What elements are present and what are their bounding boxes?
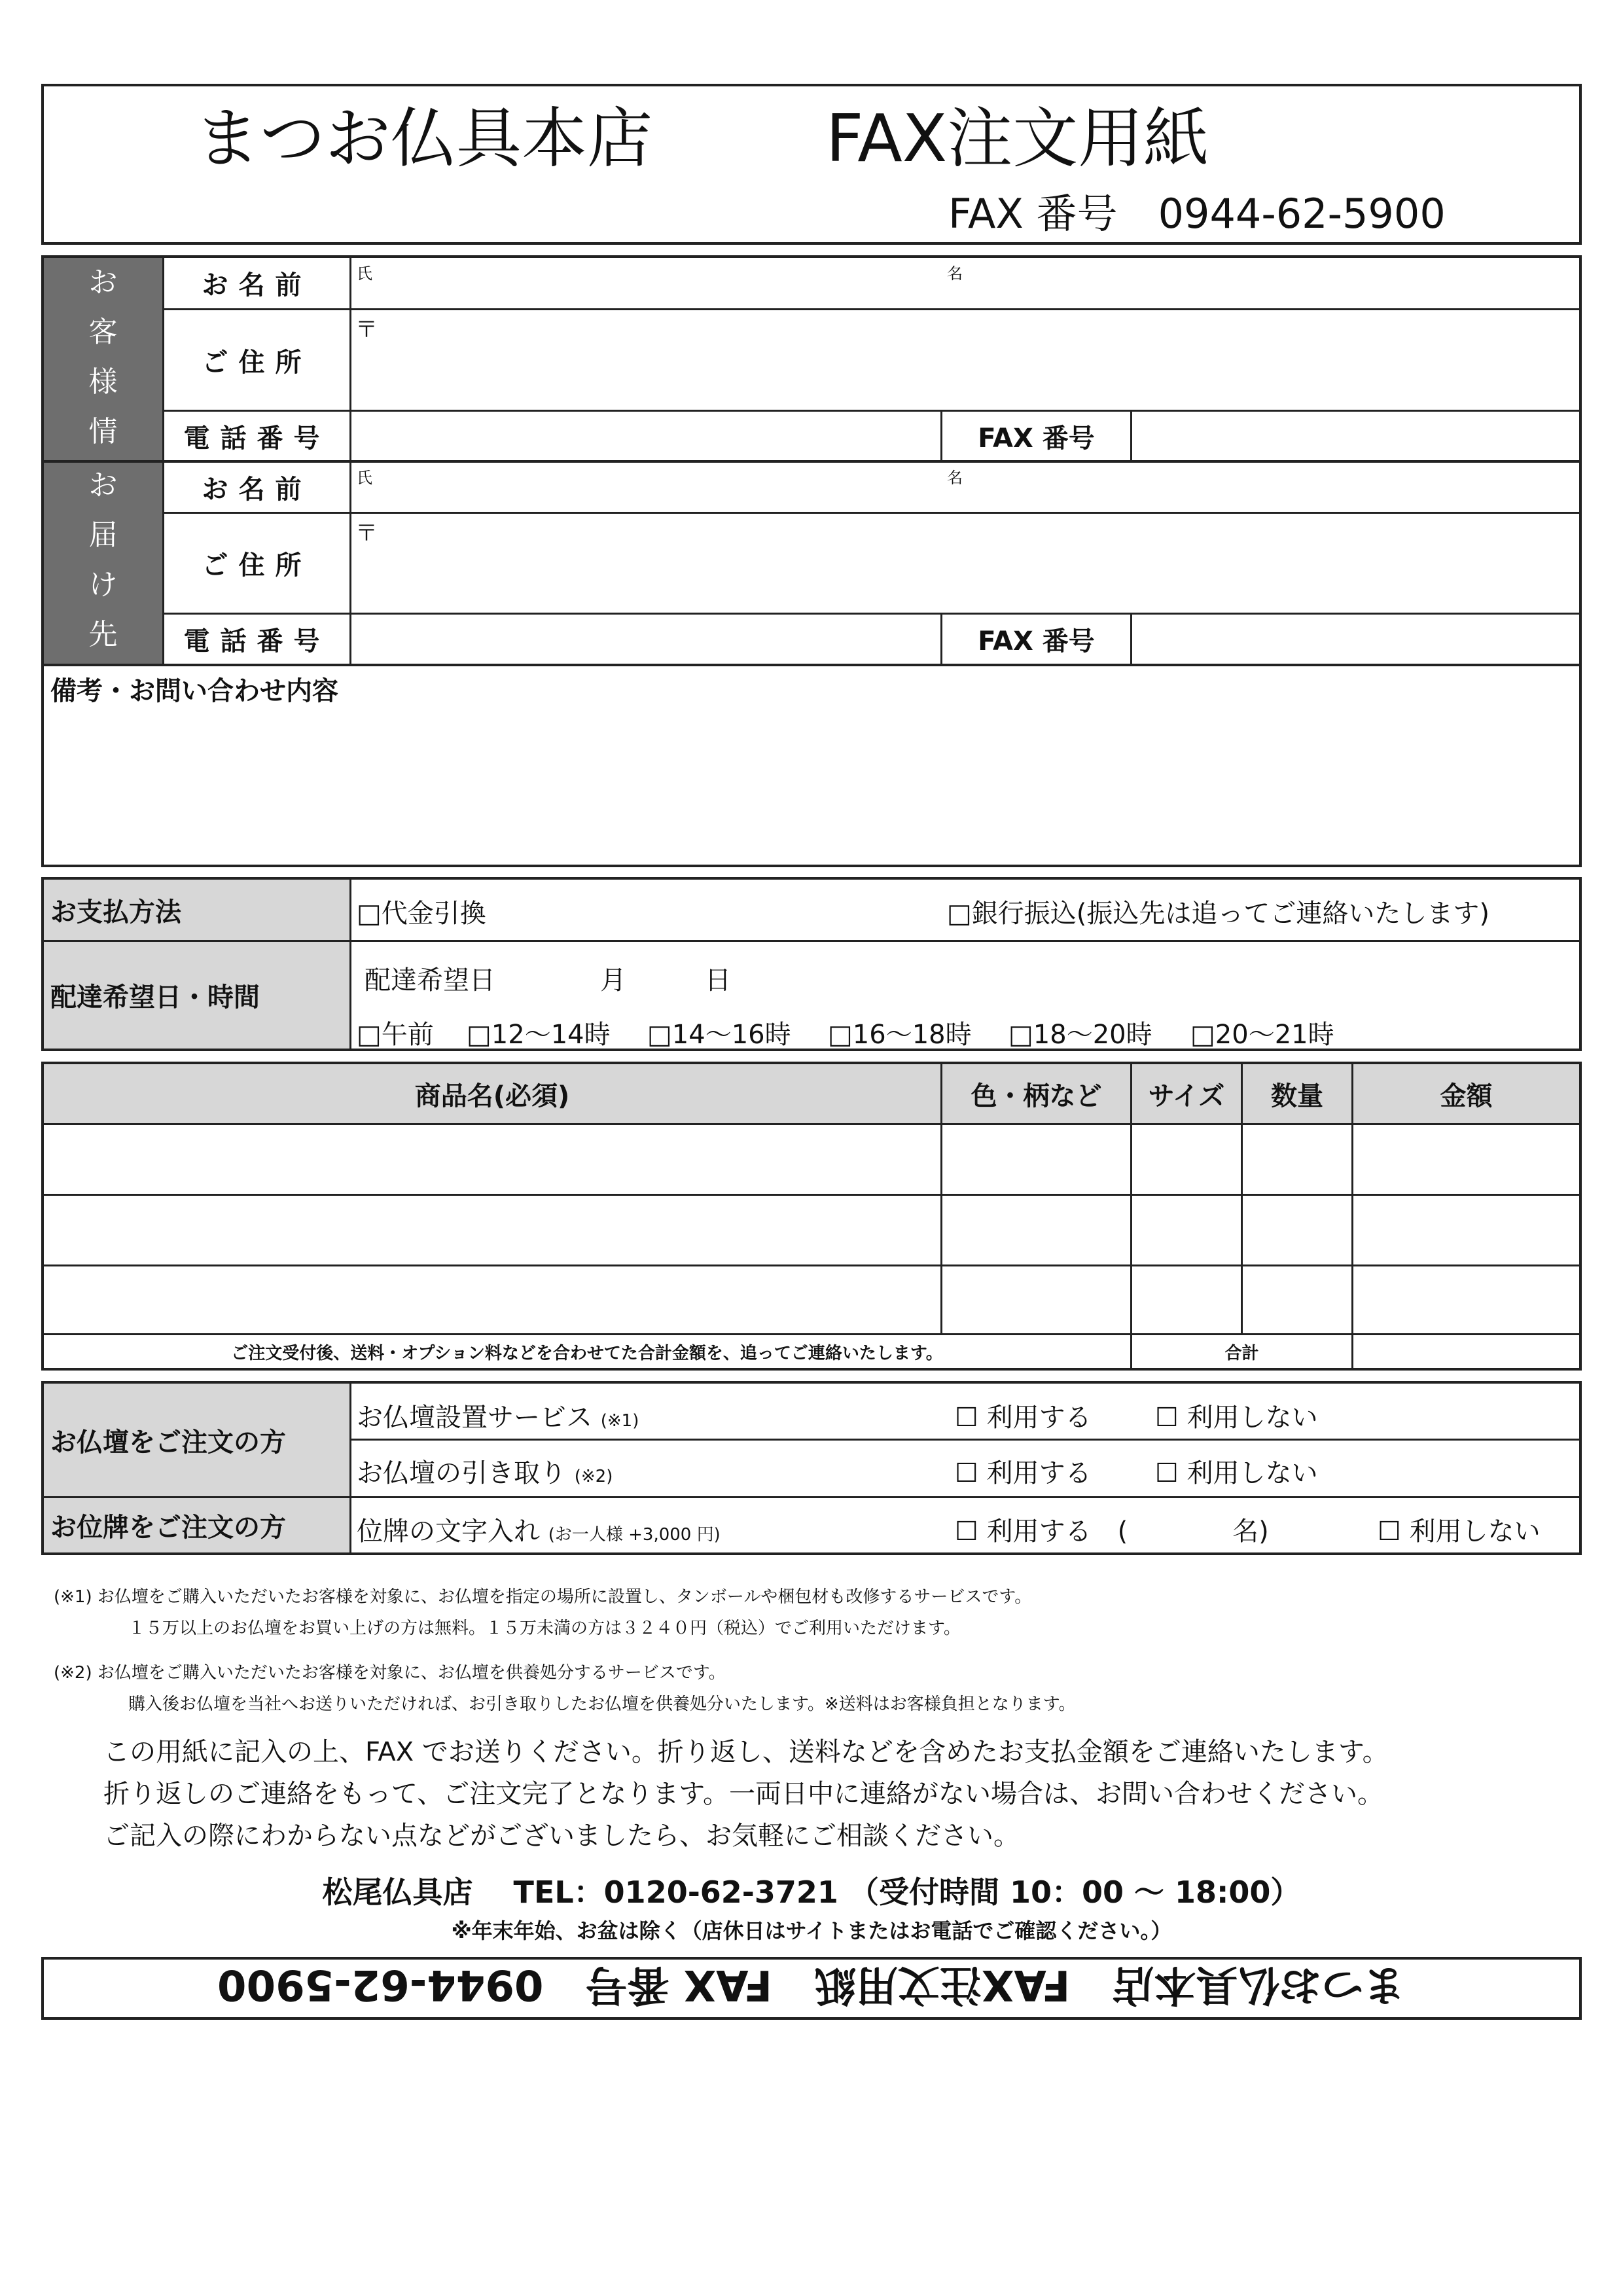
side-char: け [88,568,118,601]
side-char: 客 [88,315,118,349]
remarks-label: 備考・お問い合わせ内容 [50,676,338,706]
time-slot-20-21[interactable]: □20〜21時 [1190,1020,1334,1050]
side-char: お [88,266,118,299]
payment-table [41,877,1582,1051]
time-slot-16-18[interactable]: □16〜18時 [828,1020,972,1050]
install-service-text: お仏壇設置サービス [357,1403,592,1433]
delivery-address-field[interactable] [351,514,1579,613]
delivery-postal-mark: 〒 [355,520,378,547]
delivery-phone-label: 電話番号 [183,626,330,656]
customer-postal-mark: 〒 [355,317,378,343]
install-service-note: (※1) [600,1411,639,1431]
install-service-label [357,1397,639,1434]
delivery-fax-field[interactable] [1132,615,1579,664]
footnote-1-line1: (※1) お仏壇をご購入いただいたお客様を対象に、お仏壇を指定の場所に設置し、タンボールや梱包材も改修するサービスです。 [54,1587,1032,1607]
col-header-color: 色・柄など [971,1081,1102,1111]
fax-number: FAX 番号 0944-62-5900 [948,190,1446,238]
contact-info-table [41,255,1582,867]
customer-side-label [44,258,162,460]
item-row[interactable] [44,1266,1579,1333]
install-not-use-checkbox[interactable]: ☐ 利用しない [1155,1403,1318,1433]
side-char: 届 [88,518,118,552]
customer-phone-label: 電話番号 [183,423,330,454]
customer-name-label: お名前 [202,270,312,300]
engraving-label [357,1511,721,1548]
customer-address-label: ご住所 [202,347,312,378]
side-char: 様 [88,365,118,399]
holiday-note: ※年末年始、お盆は除く（店休日はサイトまたはお電話でご確認ください。） [451,1918,1172,1943]
instruction-line-3: ご記入の際にわからない点などがございましたら、お気軽にご相談ください。 [103,1821,1020,1851]
total-field[interactable] [1353,1335,1579,1368]
form-title: FAX注文用紙 [826,100,1209,177]
instruction-line-2: 折り返しのご連絡をもって、ご注文完了となります。一両日中に連絡がない場合は、お問い合わせください。 [103,1779,1383,1809]
instruction-line-1: この用紙に記入の上、FAX でお送りください。折り返し、送料などを含めたお支払金額をご連絡いたします。 [103,1737,1389,1767]
header-box [41,84,1582,245]
store-name: まつお仏具本店 [194,100,652,177]
side-char: お [88,469,118,502]
engraving-use-checkbox[interactable]: ☐ 利用する ( 名) [955,1516,1269,1547]
pickup-service-label [357,1452,613,1490]
customer-phone-field[interactable] [351,412,940,460]
customer-surname-field[interactable] [351,258,940,308]
footer-banner [41,1957,1582,2020]
pickup-service-note: (※2) [574,1467,613,1486]
pickup-not-use-checkbox[interactable]: ☐ 利用しない [1155,1458,1318,1488]
item-row[interactable] [44,1196,1579,1265]
customer-surname-hint: 氏 [357,264,372,283]
customer-given-hint: 名 [947,264,963,283]
payment-bank-option[interactable]: □銀行振込(振込先は追ってご連絡いたします) [947,899,1490,929]
payment-label: お支払方法 [44,880,349,940]
items-footer-note: ご注文受付後、送料・オプション料などを合わせてた合計金額を、追ってご連絡いたします。 [231,1343,943,1363]
side-char: 情 [88,415,118,448]
time-slot-18-20[interactable]: □18〜20時 [1008,1020,1152,1050]
remarks-field[interactable] [44,709,1579,865]
customer-address-field[interactable] [351,310,1579,410]
item-row[interactable] [44,1125,1579,1194]
col-header-name: 商品名(必須) [414,1081,570,1111]
footer-banner-text: まつお仏具本店 FAX注文用紙 FAX 番号 0944-62-5900 [217,1960,1406,2009]
footnote-2-line2: 購入後お仏壇を当社へお送りいただければ、お引き取りしたお仏壇を供養処分いたします。※送料はお客様負担となります。 [128,1695,1076,1714]
side-char: 先 [88,618,118,651]
col-header-size: サイズ [1148,1081,1225,1111]
col-header-qty: 数量 [1271,1081,1323,1111]
payment-cod-option[interactable]: □代金引換 [357,899,486,929]
total-label: 合計 [1224,1343,1259,1363]
items-table [41,1062,1582,1371]
delivery-time-label: 配達希望日・時間 [44,942,349,1049]
delivery-phone-field[interactable] [351,615,940,664]
time-slot-am[interactable]: □午前 [357,1020,434,1050]
delivery-address-label: ご住所 [202,550,312,581]
options-table [41,1381,1582,1555]
customer-fax-field[interactable] [1132,412,1579,460]
delivery-surname-hint: 氏 [357,469,372,487]
footnote-1-line2: １５万以上のお仏壇をお買い上げの方は無料。１５万未満の方は３２４０円（税込）でご利用いただけます。 [128,1619,961,1638]
customer-given-field[interactable] [942,258,1579,308]
store-contact: 松尾仏具店 TEL：0120-62-3721 （受付時間 10：00 〜 18:00） [322,1874,1301,1910]
install-use-checkbox[interactable]: ☐ 利用する [955,1403,1092,1433]
delivery-side-label [44,462,162,664]
engraving-not-use-checkbox[interactable]: ☐ 利用しない [1378,1516,1541,1547]
ihai-label: お位牌をご注文の方 [44,1498,349,1552]
delivery-name-label: お名前 [202,475,312,505]
customer-fax-label: FAX 番号 [978,423,1095,454]
pickup-use-checkbox[interactable]: ☐ 利用する [955,1458,1092,1488]
delivery-surname-field[interactable] [351,463,940,512]
delivery-date-line[interactable]: 配達希望日 月 日 [365,965,731,996]
delivery-given-field[interactable] [942,463,1579,512]
engraving-price: (お一人様 +3,000 円) [548,1525,721,1545]
col-header-amount: 金額 [1440,1081,1493,1111]
engraving-text: 位牌の文字入れ [357,1516,540,1547]
delivery-given-hint: 名 [947,469,963,487]
time-slot-12-14[interactable]: □12〜14時 [467,1020,611,1050]
footnote-2-line1: (※2) お仏壇をご購入いただいたお客様を対象に、お仏壇を供養処分するサービスです。 [54,1663,726,1683]
pickup-service-text: お仏壇の引き取り [357,1458,566,1488]
butsudan-label: お仏壇をご注文の方 [44,1384,349,1496]
time-slot-14-16[interactable]: □14〜16時 [647,1020,791,1050]
delivery-fax-label: FAX 番号 [978,626,1095,656]
